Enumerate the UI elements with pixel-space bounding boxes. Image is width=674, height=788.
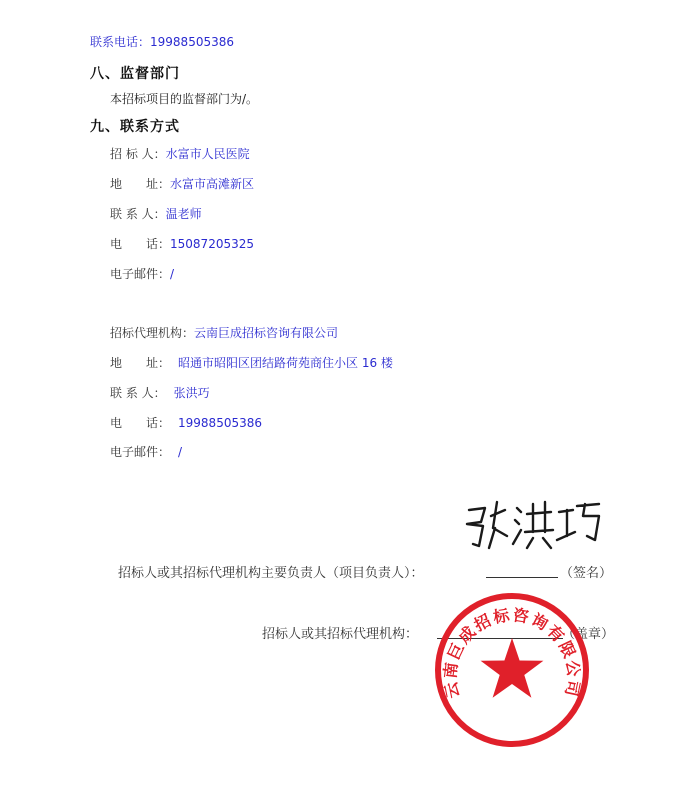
handwritten-signature — [455, 488, 605, 568]
agency-name-label: 招标代理机构： — [110, 326, 195, 340]
top-contact-value: 19988505386 — [150, 35, 234, 49]
section9-heading: 九、联系方式 — [90, 119, 180, 135]
tenderer-name-row — [110, 145, 250, 162]
seal-arc-text: 云南巨成招标咨询有限公司 — [440, 605, 584, 700]
agency-address-value: 昭通市昭阳区团结路荷苑商住小区 16 楼 — [178, 356, 393, 370]
signature-suffix: （签名） — [560, 566, 613, 581]
seal-suffix: （盖章） — [562, 627, 615, 642]
tenderer-address-label: 地 址： — [110, 177, 171, 191]
agency-name-row — [110, 324, 338, 341]
agency-contact-row — [110, 384, 210, 401]
company-seal — [432, 590, 592, 750]
agency-contact-value: 张洪巧 — [173, 386, 210, 400]
agency-name-value: 云南巨成招标咨询有限公司 — [194, 326, 339, 340]
top-contact-line — [90, 33, 234, 50]
signature-line — [118, 562, 424, 581]
tenderer-contact-value: 温老师 — [165, 207, 202, 221]
seal-star-icon — [481, 638, 544, 698]
agency-email-label: 电子邮件： — [110, 445, 171, 459]
agency-phone-row — [110, 414, 262, 431]
tenderer-email-row — [110, 265, 174, 282]
tenderer-phone-value: 15087205325 — [170, 237, 254, 251]
tenderer-phone-row — [110, 235, 254, 252]
seal-label: 招标人或其招标代理机构： — [262, 627, 419, 642]
top-contact-label: 联系电话： — [90, 35, 151, 49]
section8-heading: 八、监督部门 — [90, 66, 180, 82]
tenderer-contact-row — [110, 205, 202, 222]
tenderer-name-value: 水富市人民医院 — [165, 147, 250, 161]
agency-phone-label: 电 话： — [110, 416, 171, 430]
agency-address-label: 地 址： — [110, 356, 171, 370]
agency-contact-label: 联 系 人： — [110, 386, 166, 400]
agency-email-row — [110, 443, 182, 460]
tenderer-name-label: 招 标 人： — [110, 147, 166, 161]
agency-address-row — [110, 354, 393, 371]
tenderer-contact-label: 联 系 人： — [110, 207, 166, 221]
tenderer-address-row — [110, 175, 254, 192]
seal-line — [262, 623, 418, 642]
section8-body: 本招标项目的监督部门为/。 — [110, 92, 259, 106]
tenderer-email-label: 电子邮件： — [110, 267, 171, 281]
agency-email-value: / — [178, 445, 183, 459]
signature-label: 招标人或其招标代理机构主要负责人（项目负责人）： — [118, 566, 424, 581]
tenderer-address-value: 水富市高滩新区 — [170, 177, 255, 191]
agency-phone-value: 19988505386 — [178, 416, 262, 430]
tenderer-phone-label: 电 话： — [110, 237, 171, 251]
tenderer-email-value: / — [170, 267, 175, 281]
signature-underline — [486, 577, 558, 578]
